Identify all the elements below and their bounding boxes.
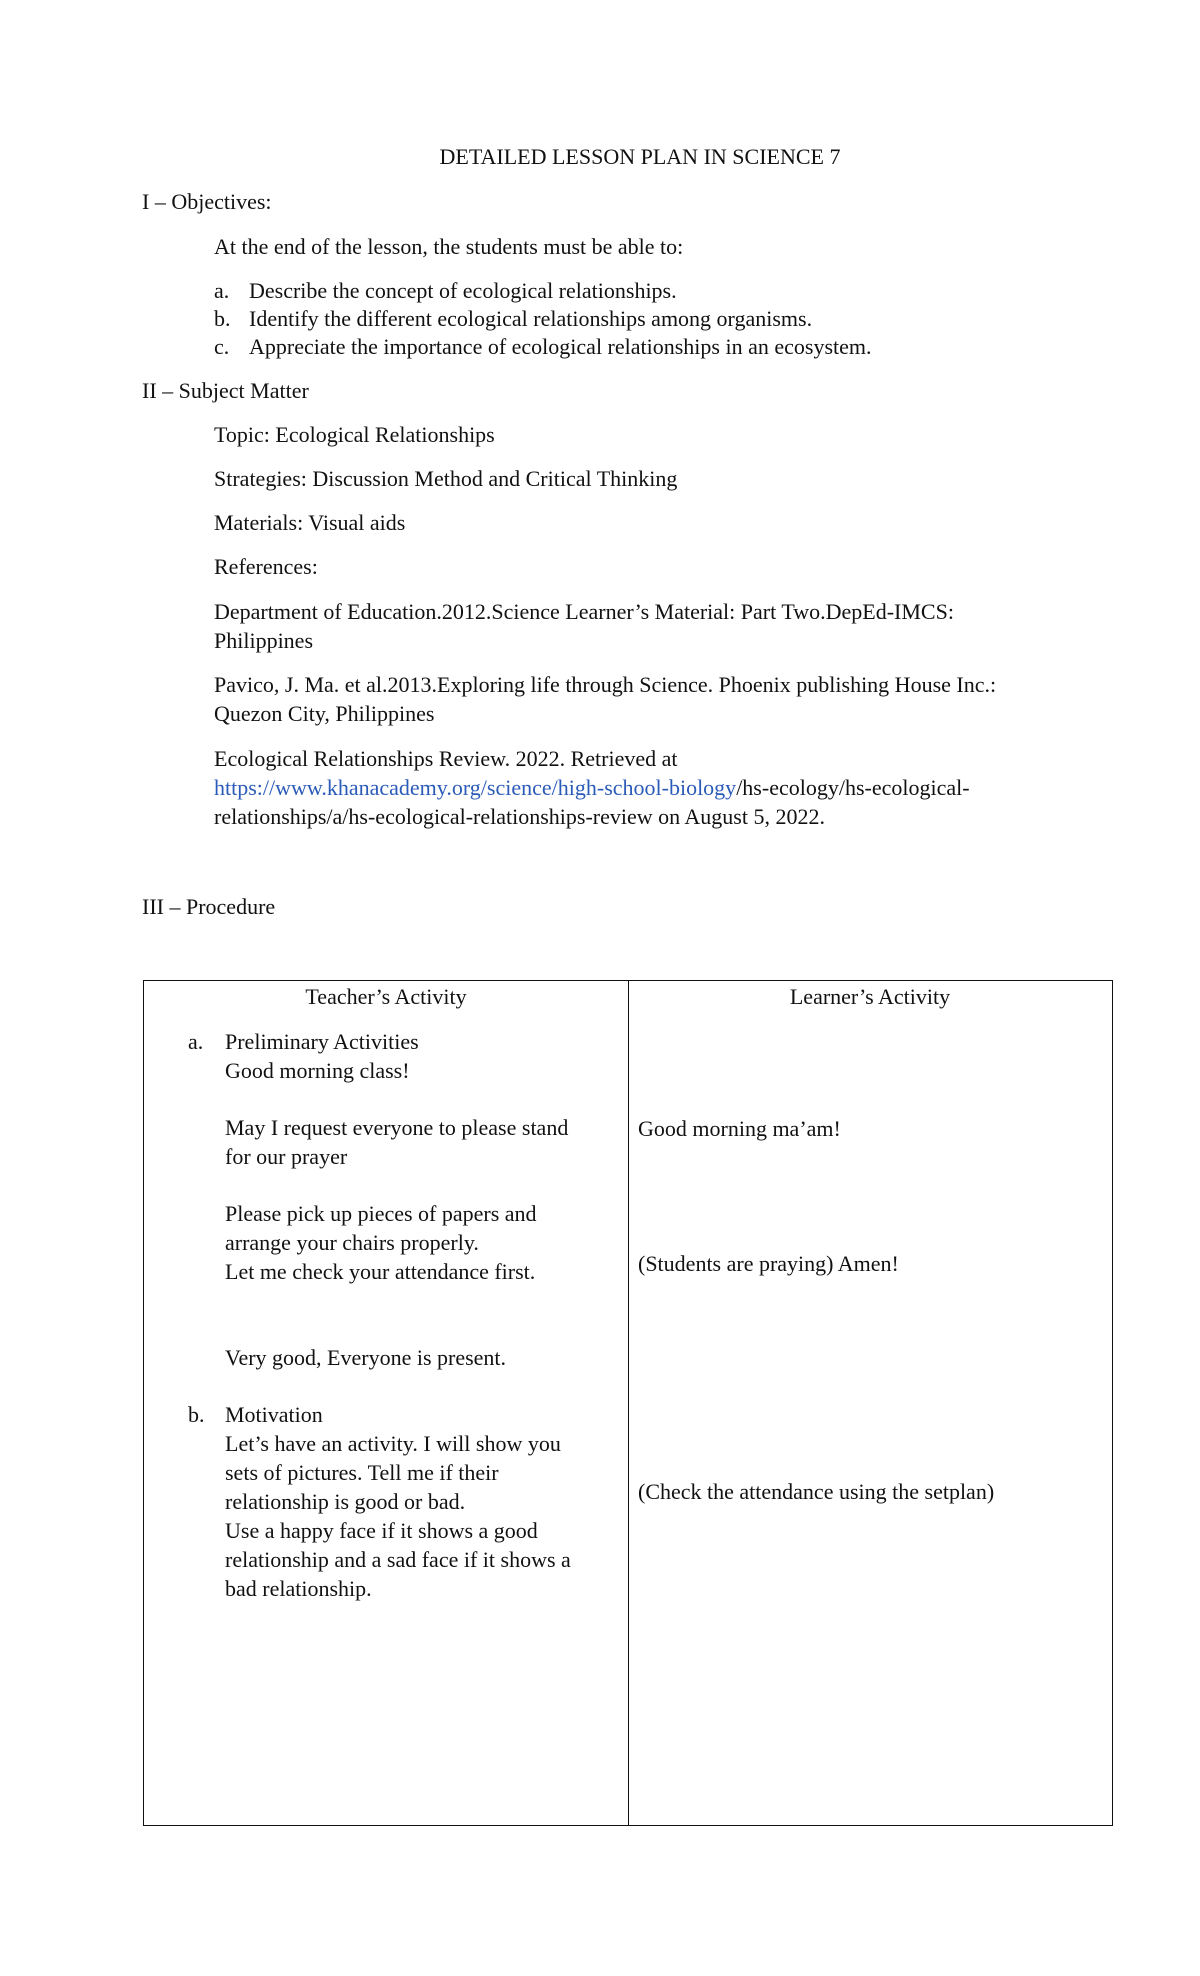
page-title: DETAILED LESSON PLAN IN SCIENCE 7 [439,144,841,169]
reference-3-link[interactable]: https://www.khanacademy.org/science/high-school-biology [214,775,737,800]
teacher-motivation-line-4: Use a happy face if it shows a good [225,1518,538,1543]
objective-item-b: Identify the different ecological relationships among organisms. [249,306,813,331]
learner-attendance: (Check the attendance using the setplan) [638,1479,995,1504]
teacher-greeting: Good morning class! [225,1058,410,1083]
subject-matter-heading: II – Subject Matter [142,378,309,403]
teacher-motivation-line-6: bad relationship. [225,1576,372,1601]
teacher-papers-line-1: Please pick up pieces of papers and [225,1201,537,1226]
teacher-motivation-line-3: relationship is good or bad. [225,1489,466,1514]
teacher-attendance: Let me check your attendance first. [225,1259,536,1284]
materials-line: Materials: Visual aids [214,510,406,535]
teacher-marker-b: b. [188,1402,205,1427]
reference-2-line-1: Pavico, J. Ma. et al.2013.Exploring life through Science. Phoenix publishing House Inc.: [214,672,997,697]
strategies-line: Strategies: Discussion Method and Critical Thinking [214,466,678,491]
teacher-motivation-line-2: sets of pictures. Tell me if their [225,1460,499,1485]
procedure-table [143,980,1113,1826]
reference-3-line-3: relationships/a/hs-ecological-relationships-review on August 5, 2022. [214,804,825,829]
reference-3-line-1: Ecological Relationships Review. 2022. Retrieved at [214,746,678,771]
teacher-prayer-line-2: for our prayer [225,1144,348,1169]
teacher-motivation-title: Motivation [225,1402,323,1427]
table-column-divider [628,981,629,1825]
teacher-motivation-line-1: Let’s have an activity. I will show you [225,1431,561,1456]
objective-item-c: Appreciate the importance of ecological relationships in an ecosystem. [249,334,872,359]
references-label: References: [214,554,318,579]
teacher-preliminary-title: Preliminary Activities [225,1029,419,1054]
learner-praying: (Students are praying) Amen! [638,1251,899,1276]
reference-3-link-rest: /hs-ecology/hs-ecological- [736,775,970,800]
objectives-heading: I – Objectives: [142,189,272,214]
teacher-motivation-line-5: relationship and a sad face if it shows a [225,1547,571,1572]
objectives-intro: At the end of the lesson, the students must be able to: [214,234,684,259]
learner-activity-header: Learner’s Activity [789,984,951,1009]
teacher-activity-header: Teacher’s Activity [305,984,467,1009]
teacher-papers-line-2: arrange your chairs properly. [225,1230,479,1255]
topic-line: Topic: Ecological Relationships [214,422,495,447]
objective-marker-b: b. [214,306,231,331]
teacher-prayer-line-1: May I request everyone to please stand [225,1115,569,1140]
objective-item-a: Describe the concept of ecological relationships. [249,278,677,303]
learner-greeting: Good morning ma’am! [638,1116,841,1141]
reference-2-line-2: Quezon City, Philippines [214,701,435,726]
objective-marker-a: a. [214,278,230,303]
teacher-present: Very good, Everyone is present. [225,1345,507,1370]
procedure-heading: III – Procedure [142,894,276,919]
reference-1-line-1: Department of Education.2012.Science Learner’s Material: Part Two.DepEd-IMCS: [214,599,954,624]
objective-marker-c: c. [214,334,230,359]
reference-1-line-2: Philippines [214,628,314,653]
reference-3-line-2 [214,774,970,802]
teacher-marker-a: a. [188,1029,204,1054]
